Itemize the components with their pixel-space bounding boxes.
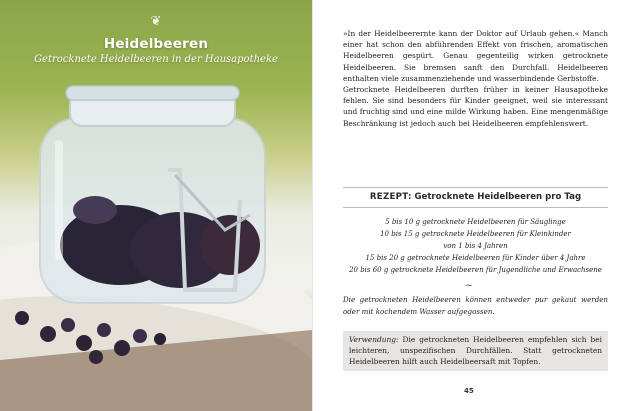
page-subtitle: Getrocknete Heidelbeeren in der Hausapotheke <box>34 54 278 65</box>
paragraph-intro: »In der Heidelbeerernte kann der Doktor auf Urlaub gehen.« Manch einer hat schon den abführenden Effekt von frischen, aromatischen Heidelbeeren gespürt. Genau gegenteilig wirken getrocknete Heidelbeeren. Sie bremsen sanft den Durchfall. Heidelbeeren enthalten viele zusammenziehende und wasserbindende Gerbstoffe. <box>343 29 608 83</box>
recipe-label: REZEPT: <box>369 192 412 202</box>
recipe-title: Getrocknete Heidelbeeren pro Tag <box>414 192 582 202</box>
dosage-item: 10 bis 15 g getrocknete Heidelbeeren für Kleinkinder <box>380 230 571 238</box>
recipe-note: Die getrockneten Heidelbeeren können entweder pur gekaut werden oder mit kochendem Wasser aufgegossen. <box>343 295 608 316</box>
usage-box <box>343 331 608 371</box>
recipe-top-divider <box>343 187 608 188</box>
usage-label: Verwendung: <box>349 335 399 344</box>
dosage-list <box>343 216 608 276</box>
page-title: Heidelbeeren <box>103 36 209 52</box>
dosage-item: von 1 bis 4 Jahren <box>443 242 508 250</box>
recipe-bottom-divider <box>343 207 608 208</box>
body-text <box>343 28 608 129</box>
recipe-heading <box>343 192 608 202</box>
usage-text: Die getrockneten Heidelbeeren empfehlen sich bei leichteren, unspezifischen Durchfällen. Statt getrockneten Heidelbeeren hilft auch Heidelbeersaft mit Topfen. <box>349 335 602 367</box>
text-page <box>312 0 624 411</box>
dosage-item: 5 bis 10 g getrocknete Heidelbeeren für Säuglinge <box>385 218 566 226</box>
leaf-ornament-icon: ❦ <box>150 14 162 29</box>
dosage-item: 15 bis 20 g getrocknete Heidelbeeren für Kinder über 4 Jahre <box>365 254 586 262</box>
page-number: 45 <box>464 387 474 395</box>
tilde-separator: ~ <box>465 281 473 291</box>
paragraph-hausapotheke: Getrocknete Heidelbeeren durften früher in keiner Hausapotheke fehlen. Sie sind besonders für Kinder geeignet, weil sie interessant und fruchtig sind und eine milde Wirkung haben. Eine mengenmäßige Beschränkung ist jedoch auch bei Heidelbeeren empfehlenswert. <box>343 85 608 128</box>
dosage-item: 20 bis 60 g getrocknete Heidelbeeren für Jugendliche und Erwachsene <box>349 266 602 274</box>
